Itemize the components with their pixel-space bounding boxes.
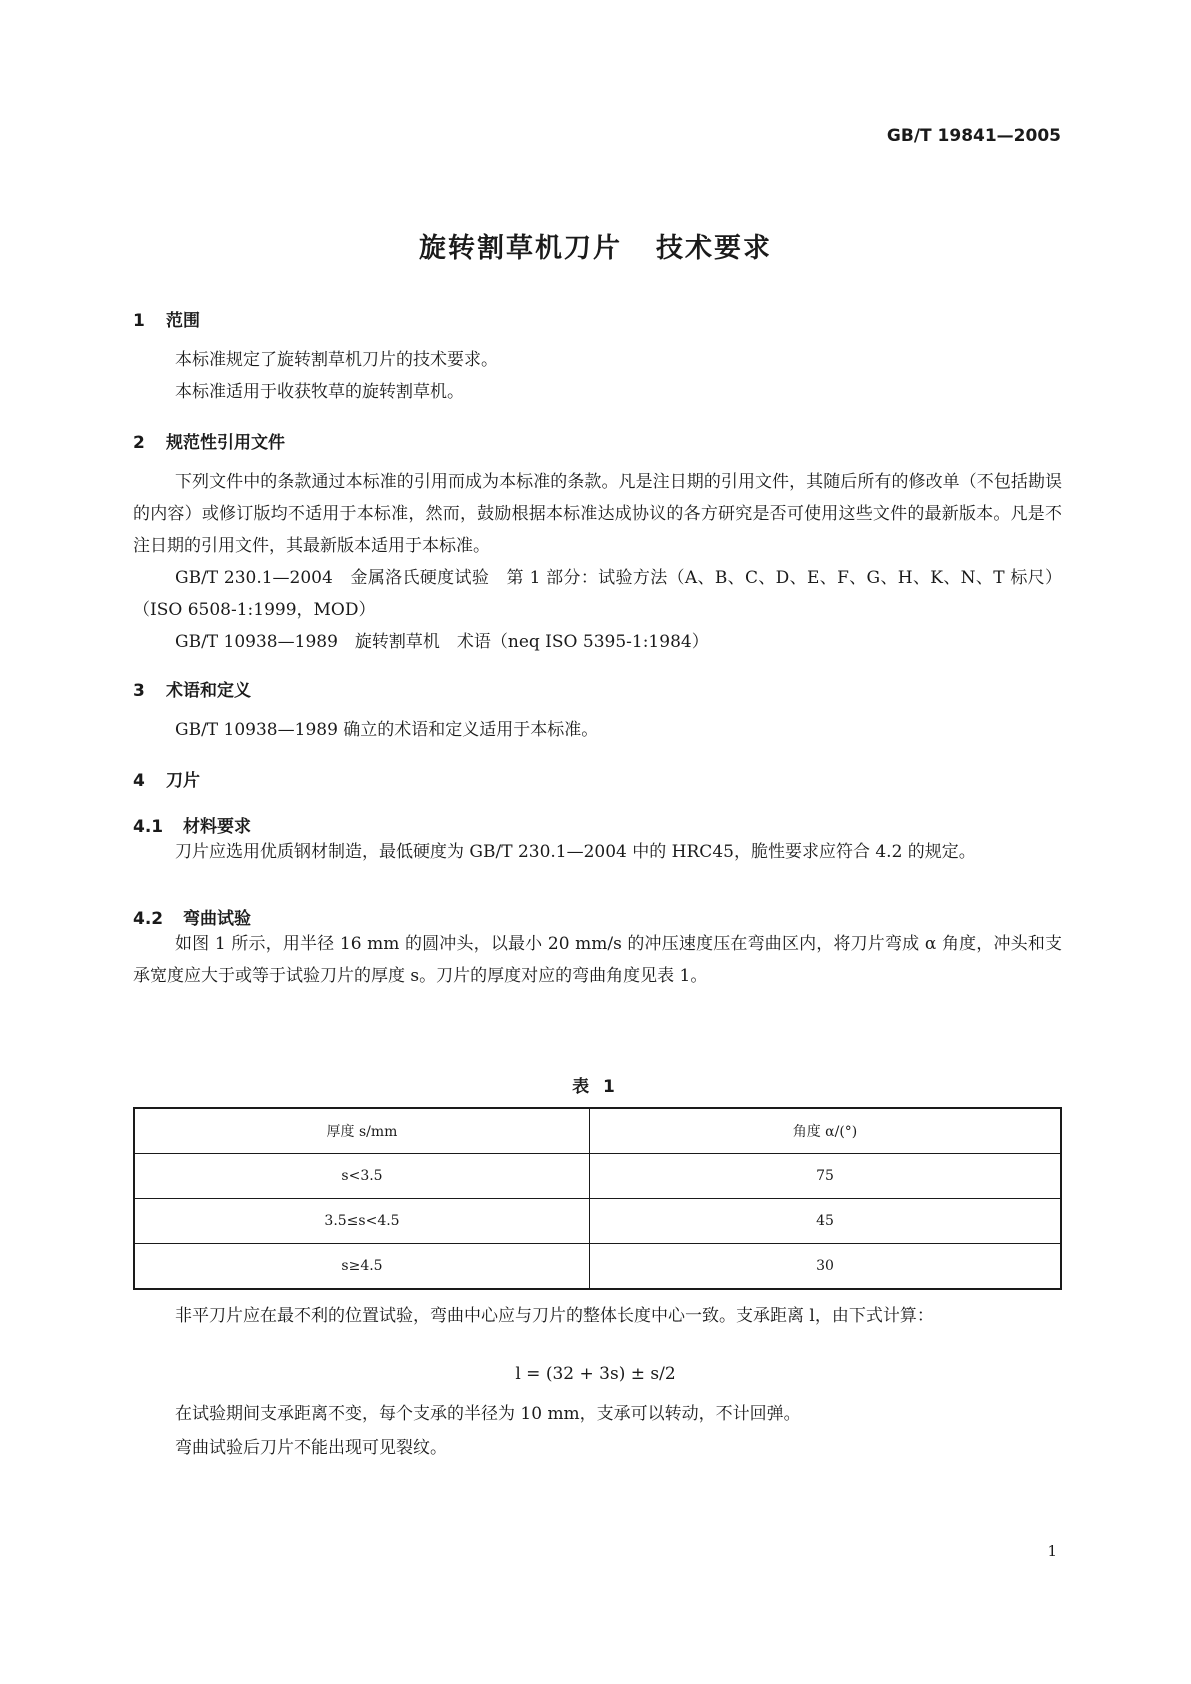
- section-number: 1: [133, 311, 145, 331]
- section-1-paragraph-2: 本标准适用于收获牧草的旋转割草机。: [175, 382, 464, 402]
- subsection-4-2-paragraph-1: 如图 1 所示，用半径 16 mm 的圆冲头，以最小 20 mm/s 的冲压速度压在弯曲区内，将刀片弯成 α 角度，冲头和支承宽度应大于或等于试验刀片的厚度 s。刀片的厚度对应的弯曲角度见表 1。: [133, 934, 1062, 986]
- section-number: 4: [133, 771, 145, 791]
- table-1-title: 表 1: [572, 1077, 619, 1097]
- standard-code: GB/T 19841—2005: [886, 126, 1061, 146]
- table-1: [133, 1107, 1062, 1290]
- table-cell-angle: 75: [590, 1154, 1062, 1199]
- section-3-heading: [133, 676, 251, 701]
- table-cell-thickness: s≥4.5: [134, 1244, 590, 1290]
- subsection-title: 材料要求: [183, 817, 251, 837]
- table-cell-angle: 30: [590, 1244, 1062, 1290]
- section-number: 3: [133, 681, 145, 701]
- table-row: [134, 1154, 1061, 1199]
- section-2-heading: [133, 428, 285, 453]
- section-1-paragraph-1: 本标准规定了旋转割草机刀片的技术要求。: [175, 350, 498, 370]
- table-cell-angle: 45: [590, 1199, 1062, 1244]
- section-2-paragraph-1: 下列文件中的条款通过本标准的引用而成为本标准的条款。凡是注日期的引用文件，其随后所有的修改单（不包括勘误的内容）或修订版均不适用于本标准，然而，鼓励根据本标准达成协议的各方研究是否可使用这些文件的最新版本。凡是不注日期的引用文件，其最新版本适用于本标准。: [133, 472, 1062, 556]
- document-title: [0, 226, 1191, 265]
- section-1-heading: [133, 306, 200, 331]
- subsection-4-2-heading: [133, 904, 251, 929]
- section-4-heading: [133, 766, 200, 791]
- section-title: 规范性引用文件: [166, 433, 285, 453]
- subsection-number: 4.2: [133, 909, 164, 929]
- table-row: [134, 1244, 1061, 1290]
- subsection-4-2-paragraph-3: 在试验期间支承距离不变，每个支承的半径为 10 mm，支承可以转动，不计回弹。: [175, 1404, 801, 1424]
- table-row: [134, 1199, 1061, 1244]
- subsection-4-2-paragraph-2: 非平刀片应在最不利的位置试验，弯曲中心应与刀片的整体长度中心一致。支承距离 l，由下式计算：: [175, 1306, 934, 1326]
- section-3-paragraph-1: GB/T 10938—1989 确立的术语和定义适用于本标准。: [175, 720, 599, 740]
- normative-reference-2: GB/T 10938—1989 旋转割草机 术语（neq ISO 5395-1:1984）: [175, 632, 709, 652]
- normative-reference-1: GB/T 230.1—2004 金属洛氏硬度试验 第 1 部分：试验方法（A、B、C、D、E、F、G、H、K、N、T 标尺）（ISO 6508-1:1999，MOD）: [133, 568, 1062, 620]
- section-title: 刀片: [166, 771, 200, 791]
- table-cell-thickness: 3.5≤s<4.5: [134, 1199, 590, 1244]
- table-cell-thickness: s<3.5: [134, 1154, 590, 1199]
- title-part-1: 旋转割草机刀片: [419, 233, 622, 264]
- section-number: 2: [133, 433, 145, 453]
- subsection-number: 4.1: [133, 817, 164, 837]
- subsection-title: 弯曲试验: [183, 909, 251, 929]
- page-number: 1: [1047, 1542, 1057, 1560]
- section-title: 术语和定义: [166, 681, 251, 701]
- section-title: 范围: [166, 311, 200, 331]
- support-distance-formula: l = (32 + 3s) ± s/2: [515, 1364, 676, 1384]
- table-header-row: [134, 1108, 1061, 1154]
- table-header-angle: 角度 α/(°): [590, 1108, 1062, 1154]
- title-part-2: 技术要求: [656, 233, 772, 264]
- subsection-4-1-paragraph-1: 刀片应选用优质钢材制造，最低硬度为 GB/T 230.1—2004 中的 HRC45，脆性要求应符合 4.2 的规定。: [175, 842, 976, 862]
- subsection-4-2-paragraph-4: 弯曲试验后刀片不能出现可见裂纹。: [175, 1438, 447, 1458]
- table-header-thickness: 厚度 s/mm: [134, 1108, 590, 1154]
- subsection-4-1-heading: [133, 812, 251, 837]
